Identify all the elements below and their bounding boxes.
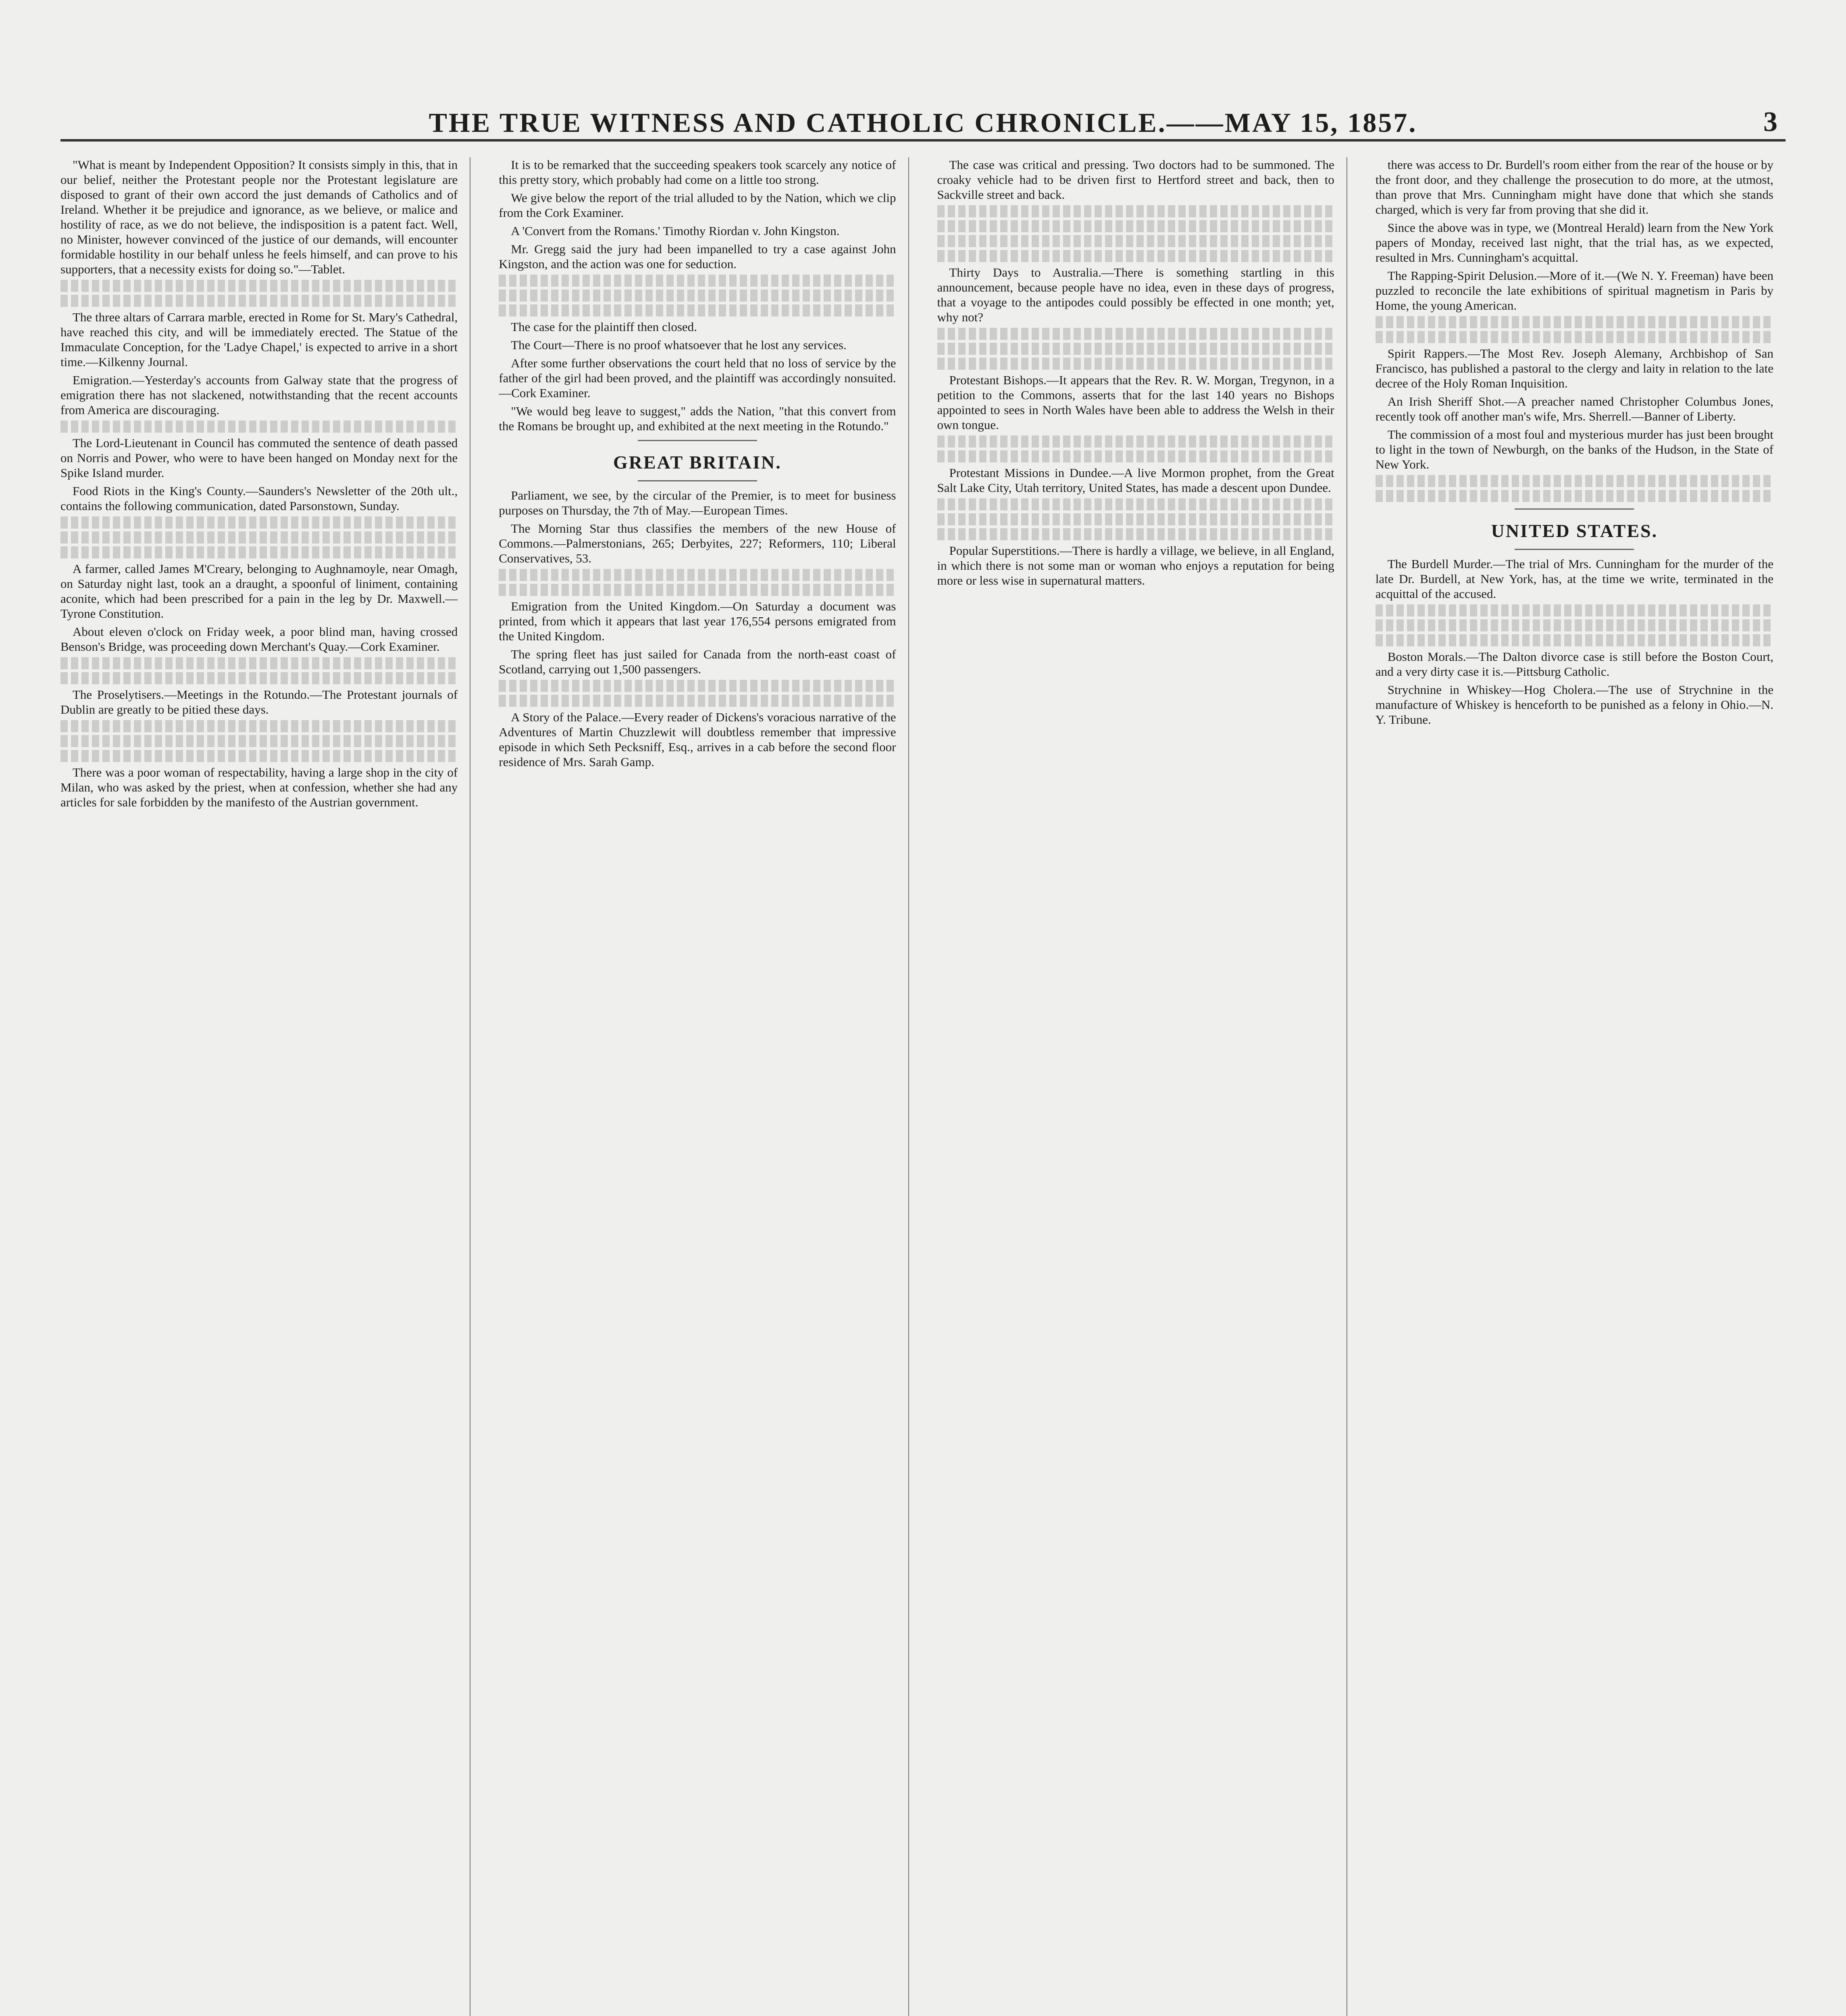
article-paragraph: The Burdell Murder.—The trial of Mrs. Cunningham for the murder of the late Dr. Burdell, at New York, has, at the time we write, terminated in the acquittal of the accused. (1375, 557, 1773, 601)
column-4 (1376, 157, 1786, 2016)
column-3 (937, 157, 1347, 2016)
article-paragraph: Popular Superstitions.—There is hardly a village, we believe, in all England, in which there is not some man or woman who enjoys a reputation for being more or less wise in supernatural matters. (937, 544, 1334, 587)
article-paragraph: Parliament, we see, by the circular of the Premier, is to meet for business purposes on Thursday, the 7th of May.—European Times. (499, 488, 896, 517)
article-paragraph: About eleven o'clock on Friday week, a poor blind man, having crossed Benson's Bridge, was proceeding down Merchant's Quay.—Cork Examiner. (60, 625, 458, 654)
article-paragraph: The spring fleet has just sailed for Canada from the north-east coast of Scotland, carrying out 1,500 passengers. (499, 647, 896, 676)
article-paragraph: Emigration from the United Kingdom.—On Saturday a document was printed, from which it appears that last year 176,554 persons emigrated from the United Kingdom. (499, 599, 896, 643)
article-paragraph: Since the above was in type, we (Montreal Herald) learn from the New York papers of Monday, received last night, that the trial has, as we expected, resulted in Mrs. Cunningham's acquittal. (1375, 221, 1773, 264)
column-2 (499, 157, 909, 2016)
article-paragraph: An Irish Sheriff Shot.—A preacher named Christopher Columbus Jones, recently took off another man's wife, Mrs. Sherrell.—Banner of Liberty. (1375, 394, 1773, 423)
article-paragraph: Protestant Bishops.—It appears that the Rev. R. W. Morgan, Tregynon, in a petition to the Commons, asserts that for the last 140 years no Bishops appointed to sees in North Wales have been able to address the Welsh in their own tongue. (937, 373, 1334, 432)
article-paragraph: It is to be remarked that the succeeding speakers took scarcely any notice of this pretty story, which probably had come on a little too strong. (499, 158, 896, 187)
article-paragraph: After some further observations the court held that no loss of service by the father of the girl had been proved, and the plaintiff was accordingly nonsuited.—Cork Examiner. (499, 356, 896, 400)
article-paragraph: A Story of the Palace.—Every reader of Dickens's voracious narrative of the Adventures of Martin Chuzzlewit will doubtless remember that impressive episode in which Seth Pecksniff, Esq., arrives in a cab before the second floor residence of Mrs. Sarah Gamp. (499, 710, 896, 769)
column-1 (60, 157, 470, 2016)
article-paragraph: We give below the report of the trial alluded to by the Nation, which we clip from the Cork Examiner. (499, 191, 896, 220)
article-paragraph: Strychnine in Whiskey—Hog Cholera.—The use of Strychnine in the manufacture of Whiskey is henceforth to be punished as a felony in Ohio.—N. Y. Tribune. (1375, 683, 1773, 727)
article-paragraph: The commission of a most foul and mysterious murder has just been brought to light in the town of Newburgh, on the banks of the Hudson, in the State of New York. (1375, 427, 1773, 471)
article-paragraph: Food Riots in the King's County.—Saunders's Newsletter of the 20th ult., contains the following communication, dated Parsonstown, Sunday. (60, 484, 458, 513)
article-paragraph: A 'Convert from the Romans.' Timothy Riordan v. John Kingston. (511, 224, 840, 238)
article-paragraph: The case was critical and pressing. Two doctors had to be summoned. The croaky vehicle had to be driven first to Hertford street and back, then to Sackville street and back. (937, 158, 1334, 202)
article-paragraph: A farmer, called James M'Creary, belonging to Aughnamoyle, near Omagh, on Saturday night last, took an a draught, a spoonful of liniment, containing aconite, which had been prescribed for a pain in the leg by Dr. Maxwell.—Tyrone Constitution. (60, 562, 458, 621)
masthead (60, 95, 1786, 142)
article-paragraph: The Morning Star thus classifies the members of the new House of Commons.—Palmerstonians, 265; Derbyites, 227; Reformers, 110; Liberal Conservatives, 53. (499, 521, 896, 565)
article-paragraph: There was a poor woman of respectability, having a large shop in the city of Milan, who was asked by the priest, when at confession, whether she had any articles for sale forbidden by the manifesto of the Austrian government. (60, 765, 458, 809)
article-paragraph: Protestant Missions in Dundee.—A live Mormon prophet, from the Great Salt Lake City, Utah territory, United States, has made a descent upon Dundee. (937, 466, 1334, 495)
masthead-title: THE TRUE WITNESS AND CATHOLIC CHRONICLE.——MAY 15, 1857. (429, 107, 1417, 138)
article-paragraph: Spirit Rappers.—The Most Rev. Joseph Alemany, Archbishop of San Francisco, has published a pastoral to the clergy and laity in relation to the late decree of the Holy Roman Inquisition. (1375, 346, 1773, 390)
article-columns (60, 157, 1786, 2016)
article-paragraph: Emigration.—Yesterday's accounts from Galway state that the progress of emigration there has not slackened, notwithstanding that the recent accounts from America are discouraging. (60, 373, 458, 417)
section-heading-united-states: UNITED STATES. (1491, 521, 1658, 541)
article-paragraph: The Lord-Lieutenant in Council has commuted the sentence of death passed on Norris and Power, who were to have been hanged on Monday next for the Spike Island murder. (60, 436, 458, 480)
article-paragraph: The Proselytisers.—Meetings in the Rotundo.—The Protestant journals of Dublin are greatly to be pitied these days. (60, 687, 458, 716)
article-paragraph: there was access to Dr. Burdell's room either from the rear of the house or by the front door, and they challenge the prosecution to do more, at the utmost, than prove that Mrs. Cunningham might have done that which she stands charged, which is very far from proving that she did it. (1375, 158, 1773, 217)
article-paragraph: Boston Morals.—The Dalton divorce case is still before the Boston Court, and a very dirty case it is.—Pittsburg Catholic. (1375, 650, 1773, 679)
article-paragraph: The Court—There is no proof whatsoever that he lost any services. (511, 338, 847, 352)
article-paragraph: Thirty Days to Australia.—There is something startling in this announcement, because people have no idea, even in these days of progress, that a voyage to the antipodes could possibly be effected in one month; yet, why not? (937, 265, 1334, 324)
article-paragraph: The three altars of Carrara marble, erected in Rome for St. Mary's Cathedral, have reached this city, and will be immediately erected. The Statue of the Immaculate Conception, for the 'Ladye Chapel,' is expected to arrive in a short time.—Kilkenny Journal. (60, 310, 458, 369)
section-heading-great-britain: GREAT BRITAIN. (613, 452, 782, 473)
article-paragraph: The case for the plaintiff then closed. (511, 320, 697, 334)
article-paragraph: The Rapping-Spirit Delusion.—More of it.—(We N. Y. Freeman) have been puzzled to reconcile the late exhibitions of spiritual magnetism in Paris by Home, the young American. (1375, 269, 1773, 312)
article-paragraph: "We would beg leave to suggest," adds the Nation, "that this convert from the Romans be brought up, and exhibited at the next meeting in the Rotundo." (499, 404, 896, 433)
article-paragraph: "What is meant by Independent Opposition? It consists simply in this, that in our belief, neither the Protestant people nor the Protestant legislature are disposed to grant of their own accord the just demands of Catholics and of Ireland. Whether it be prejudice and ignorance, as we believe, or malice and hostility of race, as we do not believe, the indisposition is a patent fact. Well, no Minister, however convinced of the justice of our demands, will encounter formidable hostility in our behalf unless he feels himself, and can prove to his supporters, that a necessity exists for doing so."—Tablet. (60, 158, 458, 276)
article-paragraph: Mr. Gregg said the jury had been impanelled to try a case against John Kingston, and the action was one for seduction. (499, 242, 896, 271)
page-number: 3 (1763, 106, 1777, 137)
